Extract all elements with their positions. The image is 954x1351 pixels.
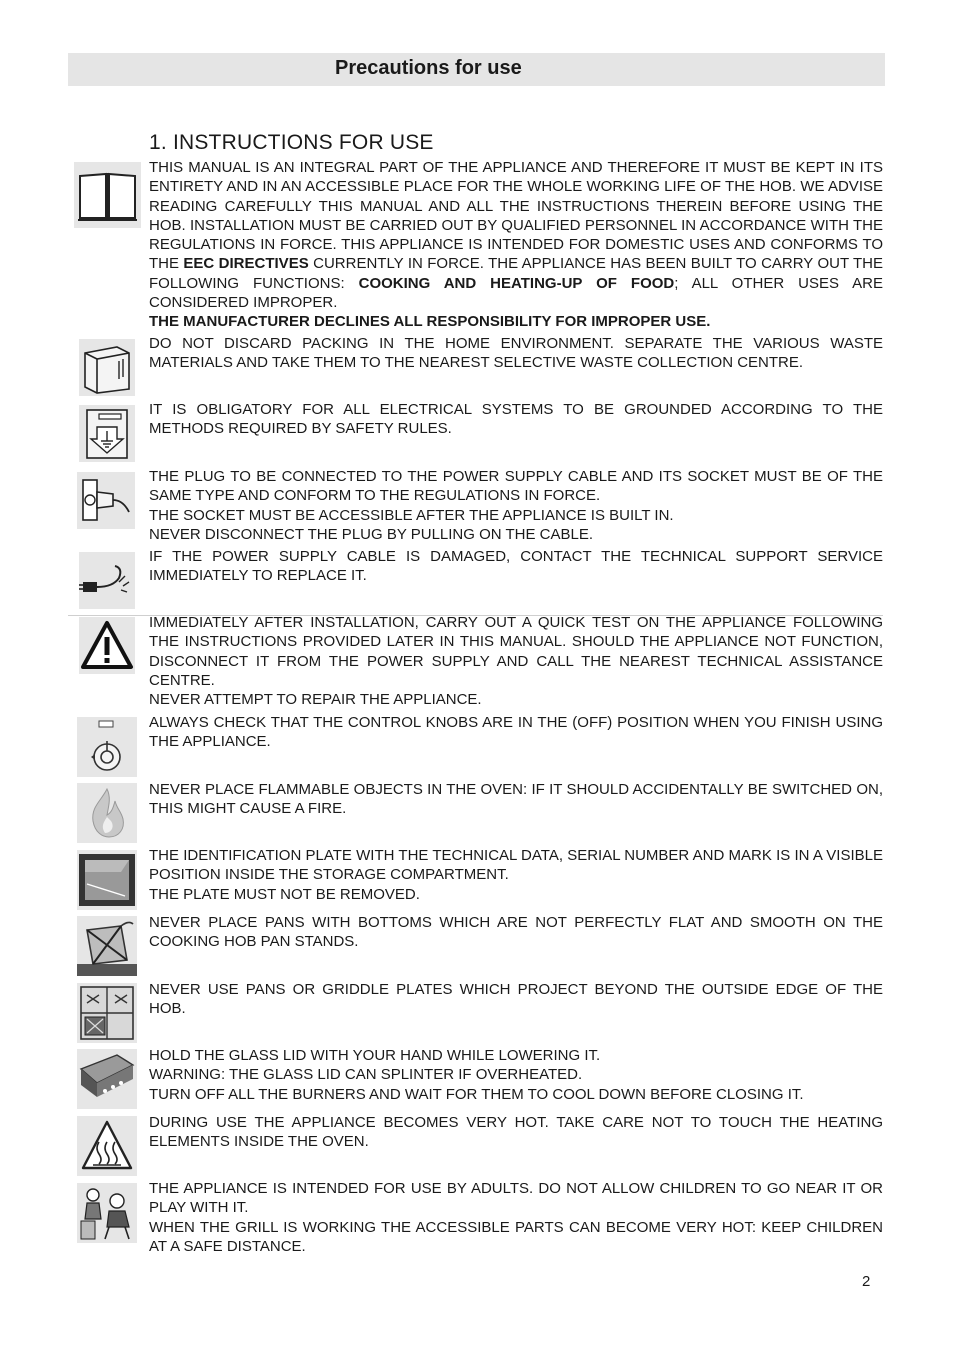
hot-text-block [149, 1113, 883, 1152]
pans-flat-text-block [149, 913, 883, 952]
manual-text-1: THIS MANUAL IS AN INTEGRAL PART OF THE APPLIANCE AND THEREFORE IT MUST BE KEPT IN ITS ENTIRETY AND IN AN ACCESSIBLE PLACE FOR THE WHOLE WORKING LIFE OF THE HOB. WE ADVISE READING CAREFULLY THIS MANUAL AND ALL THE INSTRUCTIONS THEREIN BEFORE USING THE HOB. INSTALLATION MUST BE CARRIED OUT BY QUALIFIED PERSONNEL IN ACCORDANCE WITH THE REGULATIONS IN FORCE. THIS APPLIANCE IS INTENDED FOR DOMESTIC USES AND CONFORMS TO THE [149, 159, 883, 273]
grounding-text-block [149, 400, 883, 439]
manual-text-3: ; ALL OTHER USES ARE CONSIDERED IMPROPER. [149, 274, 883, 312]
manufacturer-disclaimer: THE MANUFACTURER DECLINES ALL RESPONSIBILITY FOR IMPROPER USE. [149, 313, 711, 331]
lid-text-block [149, 1046, 883, 1104]
ground-symbol-icon [79, 405, 135, 462]
children-text-1: THE APPLIANCE IS INTENDED FOR USE BY ADULTS. DO NOT ALLOW CHILDREN TO GO NEAR IT OR PLAY WITH IT. [149, 1180, 883, 1217]
children-icon [77, 1183, 137, 1243]
pans-edge-text-block [149, 980, 883, 1019]
lid-text-1: HOLD THE GLASS LID WITH YOUR HAND WHILE LOWERING IT. [149, 1047, 601, 1064]
damaged-cable-icon [79, 552, 135, 609]
manual-text-bold-2: COOKING AND HEATING-UP OF FOOD [358, 274, 675, 292]
packing-text: DO NOT DISCARD PACKING IN THE HOME ENVIRONMENT. SEPARATE THE VARIOUS WASTE MATERIALS AND TAKE THEM TO THE NEAREST SELECTIVE WASTE COLLECTION CENTRE. [149, 335, 883, 372]
hot-text: DURING USE THE APPLIANCE BECOMES VERY HOT. TAKE CARE NOT TO TOUCH THE HEATING ELEMENTS INSIDE THE OVEN. [149, 1114, 883, 1151]
plug-text-1: THE PLUG TO BE CONNECTED TO THE POWER SUPPLY CABLE AND ITS SOCKET MUST BE OF THE SAME TYPE AND CONFORM TO THE REGULATIONS IN FORCE. [149, 468, 883, 505]
manual-text-block [149, 158, 883, 332]
pans-flat-text: NEVER PLACE PANS WITH BOTTOMS WHICH ARE NOT PERFECTLY FLAT AND SMOOTH ON THE COOKING HOB PAN STANDS. [149, 914, 883, 951]
identification-plate-icon [77, 850, 137, 910]
knobs-text-block [149, 713, 883, 752]
lid-text-2: WARNING: THE GLASS LID CAN SPLINTER IF OVERHEATED. [149, 1066, 583, 1084]
page-header [68, 53, 885, 86]
flammable-text-block [149, 780, 883, 819]
control-knob-icon [77, 717, 137, 777]
section-title: 1. INSTRUCTIONS FOR USE [149, 131, 434, 154]
packing-box-icon [79, 339, 135, 396]
children-text-2: WHEN THE GRILL IS WORKING THE ACCESSIBLE PARTS CAN BECOME VERY HOT: KEEP CHILDREN AT A SAFE DISTANCE. [149, 1218, 883, 1255]
test-text-2: NEVER ATTEMPT TO REPAIR THE APPLIANCE. [149, 691, 482, 709]
plate-text-1: THE IDENTIFICATION PLATE WITH THE TECHNICAL DATA, SERIAL NUMBER AND MARK IS IN A VISIBLE POSITION INSIDE THE STORAGE COMPARTMENT. [149, 847, 883, 884]
plug-socket-icon [77, 472, 135, 529]
grounding-text: IT IS OBLIGATORY FOR ALL ELECTRICAL SYSTEMS TO BE GROUNDED ACCORDING TO THE METHODS REQUIRED BY SAFETY RULES. [149, 401, 883, 438]
pan-crossed-icon [77, 916, 137, 976]
flammable-text: NEVER PLACE FLAMMABLE OBJECTS IN THE OVEN: IF IT SHOULD ACCIDENTALLY BE SWITCHED ON, THIS MIGHT CAUSE A FIRE. [149, 781, 883, 818]
plate-text-block [149, 846, 883, 904]
lid-text-3: TURN OFF ALL THE BURNERS AND WAIT FOR THEM TO COOL DOWN BEFORE CLOSING IT. [149, 1085, 804, 1103]
page-header-title: Precautions for use [335, 57, 522, 79]
fire-icon [77, 783, 137, 843]
hot-surface-icon [77, 1116, 137, 1176]
children-text-block [149, 1179, 883, 1256]
hob-pan-stands-icon [77, 983, 137, 1043]
glass-lid-icon [77, 1049, 137, 1109]
knobs-text: ALWAYS CHECK THAT THE CONTROL KNOBS ARE IN THE (OFF) POSITION WHEN YOU FINISH USING THE APPLIANCE. [149, 714, 883, 751]
plug-text-block [149, 467, 883, 544]
open-book-icon [74, 162, 141, 228]
cable-text-block [149, 547, 883, 586]
warning-triangle-icon [79, 617, 135, 674]
plate-text-2: THE PLATE MUST NOT BE REMOVED. [149, 885, 420, 903]
manual-text-bold-1: EEC DIRECTIVES [183, 255, 309, 273]
test-text-block [149, 613, 883, 709]
pans-edge-text: NEVER USE PANS OR GRIDDLE PLATES WHICH PROJECT BEYOND THE OUTSIDE EDGE OF THE HOB. [149, 981, 883, 1018]
page-number: 2 [862, 1273, 871, 1290]
plug-text-2: THE SOCKET MUST BE ACCESSIBLE AFTER THE APPLIANCE IS BUILT IN. [149, 506, 674, 524]
test-text-1: IMMEDIATELY AFTER INSTALLATION, CARRY OUT A QUICK TEST ON THE APPLIANCE FOLLOWING THE INSTRUCTIONS PROVIDED LATER IN THIS MANUAL. SHOULD THE APPLIANCE NOT FUNCTION, DISCONNECT IT FROM THE POWER SUPPLY AND CALL THE NEAREST TECHNICAL ASSISTANCE CENTRE. [149, 614, 883, 689]
cable-text: IF THE POWER SUPPLY CABLE IS DAMAGED, CONTACT THE TECHNICAL SUPPORT SERVICE IMMEDIATELY TO REPLACE IT. [149, 548, 883, 585]
packing-text-block [149, 334, 883, 373]
plug-text-3: NEVER DISCONNECT THE PLUG BY PULLING ON THE CABLE. [149, 525, 594, 543]
manual-text-2: CURRENTLY IN FORCE. THE APPLIANCE HAS BEEN BUILT TO CARRY OUT THE FOLLOWING FUNCTIONS: [149, 255, 883, 292]
